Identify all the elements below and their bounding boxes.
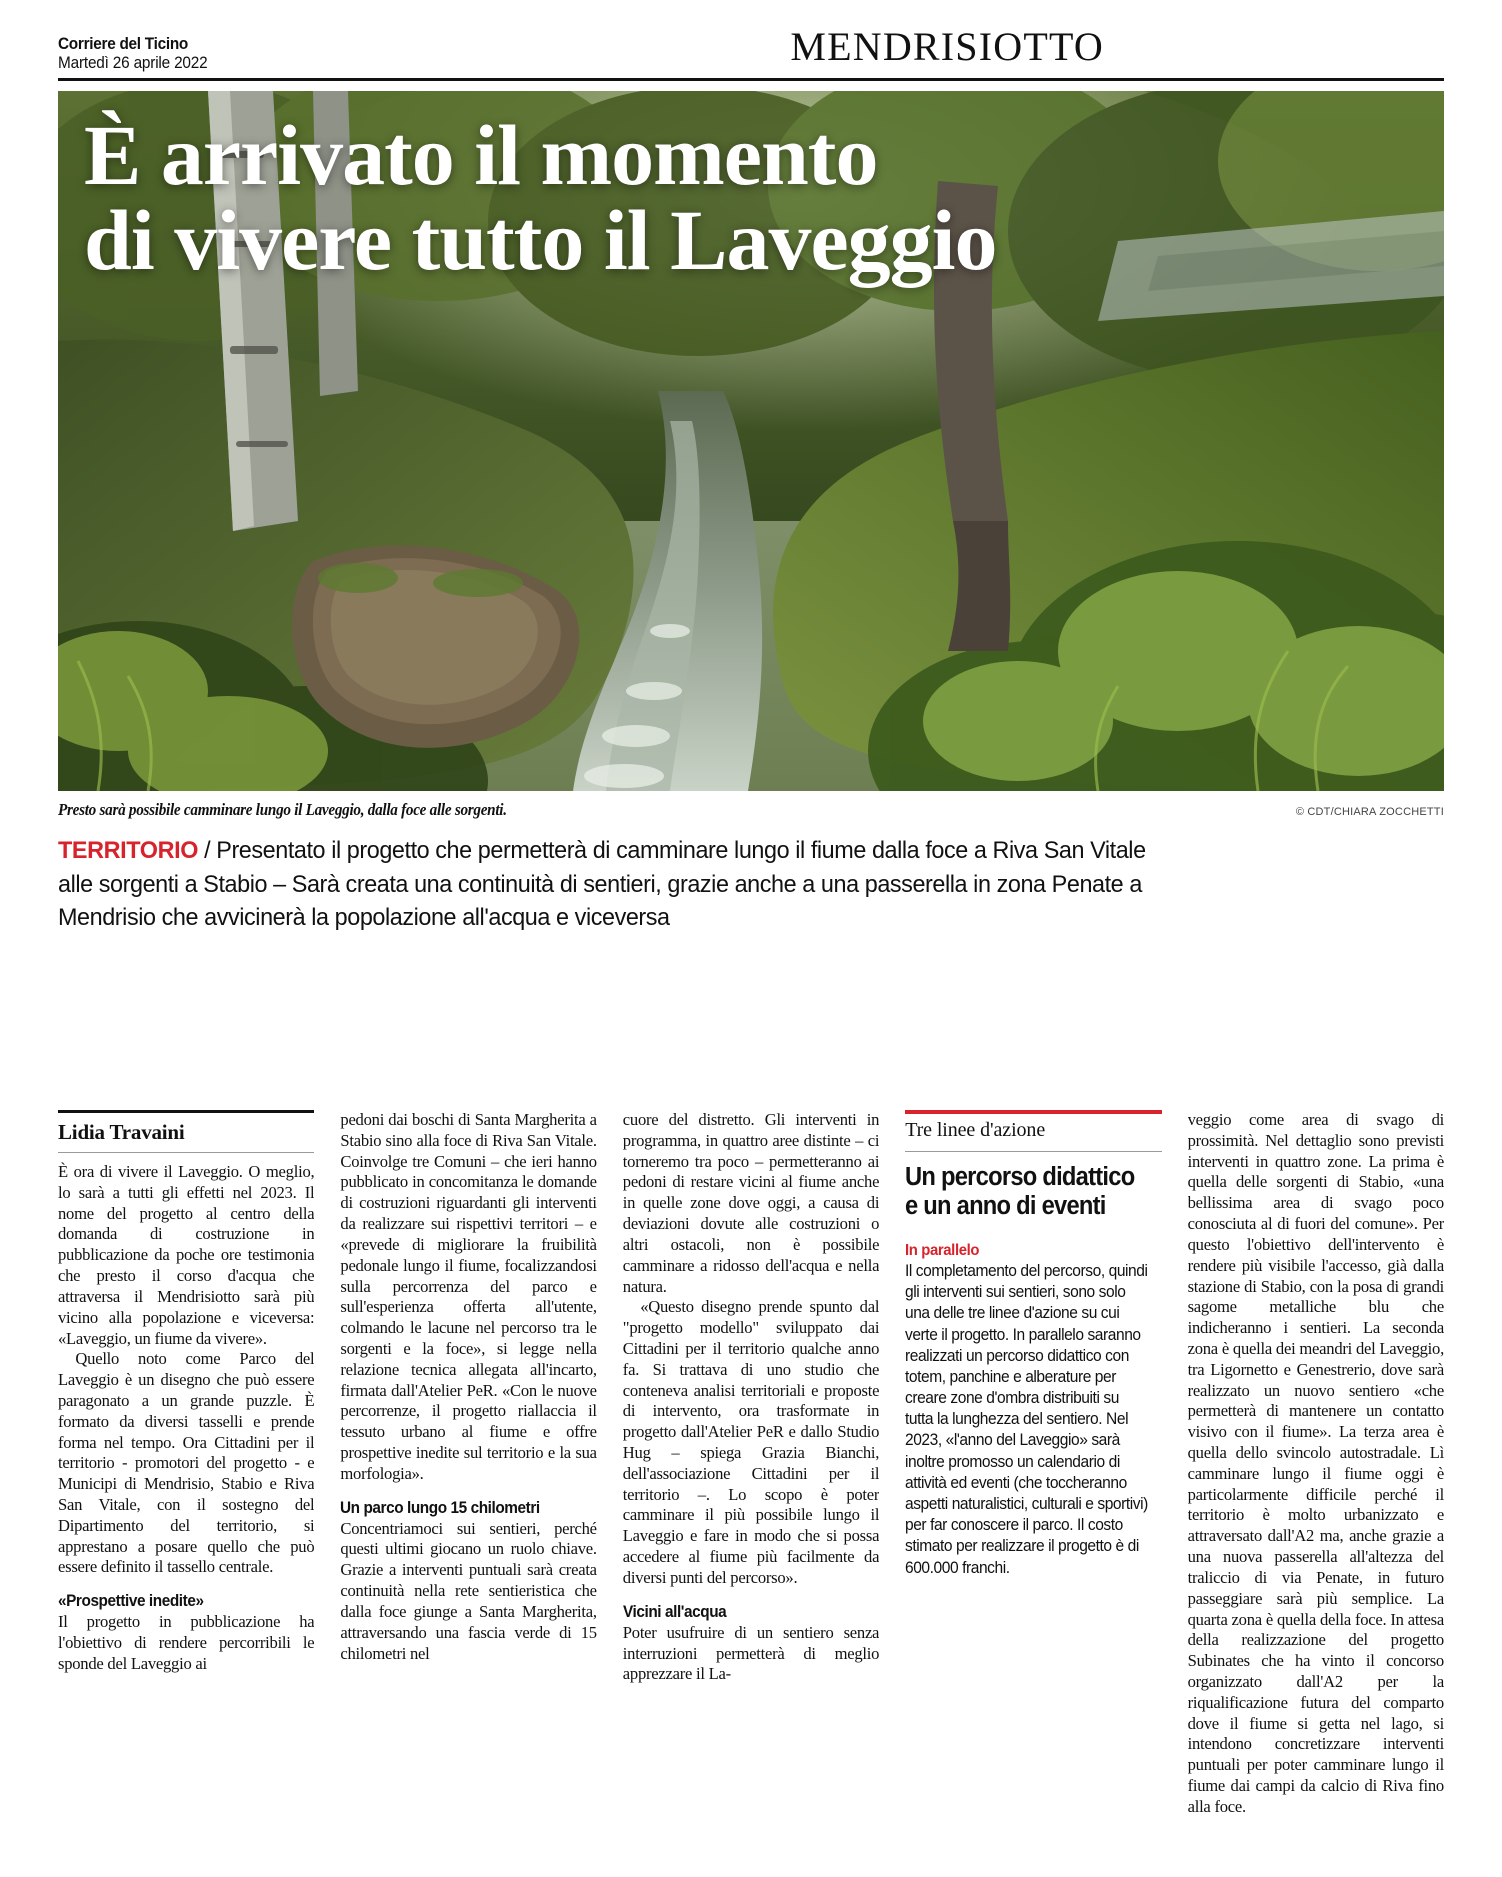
sidebar-headline [905, 1163, 1143, 1220]
masthead-left [58, 35, 219, 72]
sidebar-red-rule [905, 1110, 1161, 1114]
masthead-divider [58, 78, 1444, 81]
column-2 [340, 1110, 596, 1869]
sidebar-headline-line-1: Un percorso didattico [905, 1163, 1135, 1191]
column-5 [1188, 1110, 1444, 1869]
headline-line-1: È arrivato il momento [84, 107, 878, 203]
lead-text: Presentato il progetto che permetterà di camminare lungo il fiume dalla foce a Riva San Vitale alle sorgenti a Stabio – Sarà creata una continuità di sentieri, grazie anche a una passerella in zona Penate a Mendrisio che avvicinerà la popolazione all'acqua e viceversa [58, 837, 1146, 932]
column-4-sidebar [905, 1110, 1161, 1869]
sidebar-paragraph: Il completamento del percorso, quindi gli interventi sui sentieri, sono solo una delle tre linee d'azione su cui verte il progetto. In parallelo saranno realizzati un percorso didattico con totem, panchine e alberature per creare zone d'ombra distribuiti su tutta la lunghezza del sentiero. Nel 2023, «l'anno del Laveggio» sarà inoltre promosso un calendario di attività ed eventi (che toccheranno aspetti naturalistici, culturali e sportivi) per far conoscere il parco. Il costo stimato per realizzare il progetto è di 600.000 franchi. [905, 1262, 1149, 1577]
byline-rule-bottom [58, 1152, 314, 1153]
caption-row [58, 800, 1444, 820]
sidebar-label-in-parallelo: In parallelo [905, 1242, 980, 1260]
paragraph: cuore del distretto. Gli interventi in programma, in quattro aree distinte – ci torneremo tra poco – permetteranno ai pedoni di restare vicini al fiume anche in quelle zone dove oggi, a causa di deviazioni dovute alle costruzioni o altri ostacoli, non è possibile camminare a ridosso dell'acqua e nella natura. [622, 1110, 880, 1296]
paragraph: Concentriamoci sui sentieri, perché questi ultimi giocano un ruolo chiave. Grazie a interventi puntuali sarà creata continuità nella rete sentieristica che dalla foce giunge a Santa Margherita, attraversando una fascia verde di 15 chilometri nel [340, 1518, 597, 1663]
byline-rule-top [58, 1110, 314, 1113]
hero-photo [58, 91, 1444, 791]
subheading-prospettive: «Prospettive inedite» [58, 1592, 204, 1611]
column-3 [623, 1110, 879, 1869]
author-byline: Lidia Travaini [58, 1120, 185, 1144]
photo-credit: © CDT/CHIARA ZOCCHETTI [1295, 806, 1444, 818]
paragraph: Quello noto come Parco del Laveggio è un disegno che può essere paragonato a un grande puzzle. È formato da diversi tasselli e prende forma nel tempo. Ora Cittadini per il territorio - promotori del progetto - e Municipi di Mendrisio, Stabio e Riva San Vitale, con il sostegno del Dipartimento del territorio, si apprestano a posare quello che può essere definito il tassello centrale. [58, 1349, 315, 1577]
photo-caption: Presto sarà possibile camminare lungo il Laveggio, dalla foce alle sorgenti. [58, 800, 507, 819]
sidebar-kicker: Tre linee d'azione [905, 1119, 1046, 1141]
paragraph: pedoni dai boschi di Santa Margherita a Stabio sino alla foce di Riva San Vitale. Coinvolge tre Comuni – che ieri hanno pubblicato in concomitanza le domande di costruzioni riguardanti gli interventi da realizzare sui rispettivi territori – e «prevede di migliorare la fruibilità pedonale lungo il fiume, focalizzandosi sulla percorrenza del parco e sull'esperienza offerta all'utente, colmando le lacune nel percorso tra le sorgenti e la foce», si legge nella relazione tecnica allegata all'incarto, firmata dall'Atelier PeR. «Con le nuove percorrenze, il progetto riallaccia il tessuto urbano al fiume e offre prospettive inedite sul territorio e la sua morfologia». [340, 1110, 597, 1483]
paper-name: Corriere del Ticino [58, 35, 189, 54]
paragraph: veggio come area di svago di prossimità. Nel dettaglio sono previsti interventi in quattro zone. La prima è quella delle sorgenti di Stabio, «una bellissima area di svago poco conosciuta al di fuori del comune». Per questo l'obiettivo dell'intervento è rendere più visibile l'accesso, già dalla stazione di Stabio, con la posa di grandi sagome metalliche blu che indicheranno i sentieri. La seconda zona è quella dei meandri del Laveggio, tra Ligornetto e Genestrerio, dove sarà realizzato un nuovo sentiero «che permetterà di mantenere un contatto visivo con il fiume». La terza area è quella dello svincolo autostradale. Lì camminare lungo il fiume oggi è particolarmente difficile perché il territorio è molto urbanizzato e attraversato dall'A2 ma, anche grazie a una nuova passerella all'altezza del traliccio di via Penate, in futuro passeggiare sarà più semplice. La quarta zona è quella della foce. In attesa della realizzazione del progetto Subinates che ha vinto il concorso organizzato dall'A2 per la riqualificazione futura del comparto dove il fiume si getta nel lago, si intendono concretizzare interventi puntuali per poter camminare lungo il fiume dai campi da calcio di Riva fino alla foce. [1187, 1110, 1444, 1816]
paragraph: Poter usufruire di un sentiero senza interruzioni permetterà di meglio apprezzare il La- [622, 1622, 880, 1684]
subheading-vicini-allacqua: Vicini all'acqua [622, 1602, 727, 1621]
paragraph: «Questo disegno prende spunto dal "progetto modello" sviluppato dai Cittadini per il territorio qualche anno fa. Si trattava di uno studio che conteneva analisi territoriali e proposte di intervento, ora trasformate in progetto dall'Atelier PeR e dallo Studio Hug – spiega Grazia Bianchi, dell'associazione Cittadini per il territorio –. Lo scopo è poter camminare il più possibile lungo il Laveggio e fare in modo che si possa accedere al fiume più facilmente da diversi punti del percorso». [622, 1297, 880, 1587]
publication-date: Martedì 26 aprile 2022 [58, 53, 208, 72]
subheading-parco-15km: Un parco lungo 15 chilometri [340, 1498, 541, 1517]
sidebar-kicker-rule [905, 1151, 1161, 1152]
paragraph: È ora di vivere il Laveggio. O meglio, lo sarà a tutti gli effetti nel 2023. Il nome del progetto al centro della domanda di costruzione in pubblicazione da poche ore testimonia che presto il corso d'acqua che attraversa il Mendrisiotto sarà più vicino alla popolazione e viceversa: «Laveggio, un fiume da vivere». [58, 1162, 315, 1348]
masthead [58, 18, 1444, 72]
lead-row [58, 834, 1444, 935]
paragraph: Il progetto in pubblicazione ha l'obiettivo di rendere percorribili le sponde del Laveggio ai [58, 1612, 315, 1673]
section-title: MENDRISIOTTO [790, 24, 1104, 69]
sidebar-headline-line-2: e un anno di eventi [905, 1191, 1106, 1220]
column-1 [58, 1110, 314, 1869]
lead-paragraph [58, 834, 1173, 935]
lead-separator: / [198, 837, 217, 864]
hero-headline [84, 107, 1414, 289]
column-grid [58, 1110, 1444, 1869]
headline-line-2: di vivere tutto il Laveggio [84, 192, 997, 289]
lead-kicker: TERRITORIO [58, 837, 199, 864]
